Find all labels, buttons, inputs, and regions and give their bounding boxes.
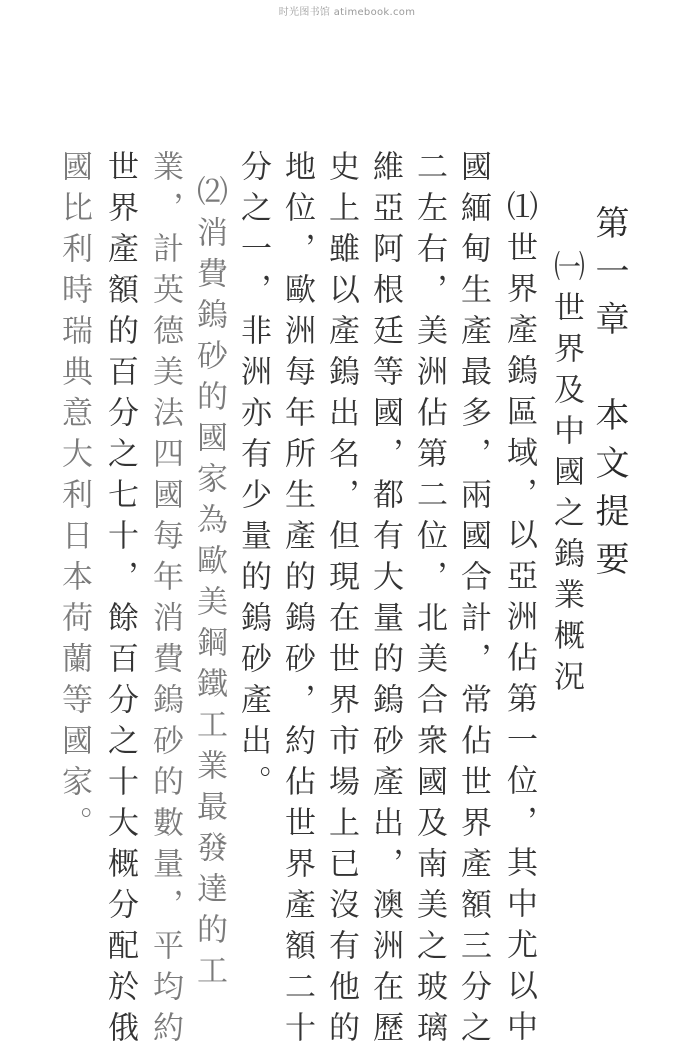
chapter-title: 第一章 本文提要 <box>589 205 629 589</box>
text-column: 國比利時瑞典意大利日本荷蘭等國家。 <box>56 150 92 847</box>
text-column: ⑴世界產鎢區域，以亞洲佔第一位，其中尤以中 <box>501 190 537 1051</box>
watermark: 时光图书馆 atimebook.com <box>278 7 416 18</box>
section-heading: ㈠世界及中國之鎢業概況 <box>548 250 584 701</box>
text-column: 國緬甸生產最多，兩國合計，常佔世界產額三分之 <box>455 150 491 1052</box>
text-column: 世界產額的百分之七十，餘百分之十大概分配於俄 <box>102 150 138 1052</box>
text-column: 分之一，非洲亦有少量的鎢砂產出。 <box>235 150 271 806</box>
text-column: ⑵消費鎢砂的國家為歐美鋼鐵工業最發達的工 <box>191 175 227 995</box>
text-column: 史上雖以產鎢出名，但現在世界市場上已沒有他的 <box>323 150 359 1052</box>
text-column: 維亞阿根廷等國，都有大量的鎢砂產出，澳洲在歷 <box>367 150 403 1052</box>
text-column: 業，計英德美法四國每年消費鎢砂的數量，平均約 <box>147 150 183 1052</box>
text-column: 地位，歐洲每年所生產的鎢砂，約佔世界產額二十 <box>279 150 315 1052</box>
text-column: 二左右，美洲佔第二位，北美合衆國及南美之玻璃 <box>411 150 447 1052</box>
